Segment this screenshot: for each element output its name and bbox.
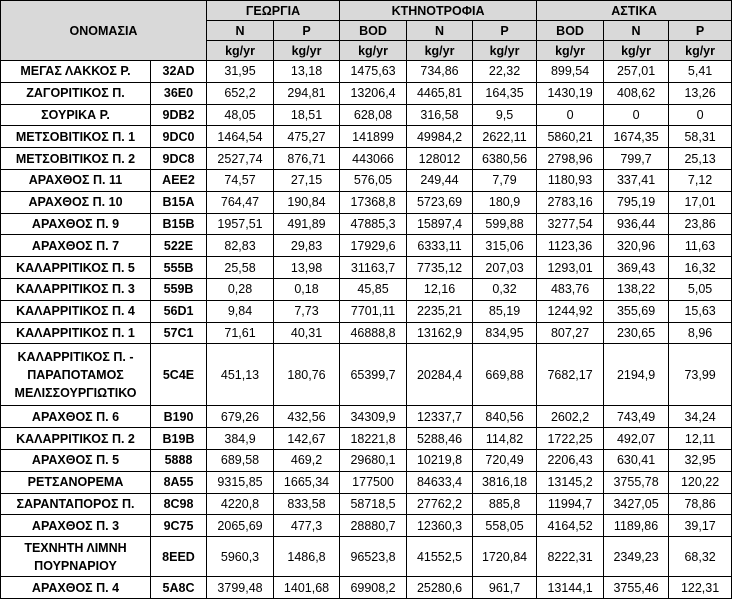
value-cell: 32,95 bbox=[669, 449, 732, 471]
value-cell: 320,96 bbox=[604, 235, 669, 257]
value-cell: 207,03 bbox=[473, 257, 537, 279]
value-cell: 885,8 bbox=[473, 493, 537, 515]
value-cell: 25,58 bbox=[207, 257, 274, 279]
value-cell: 1957,51 bbox=[207, 213, 274, 235]
value-cell: 628,08 bbox=[340, 104, 407, 126]
value-cell: 128012 bbox=[407, 148, 473, 170]
table-header bbox=[1, 1, 732, 61]
value-cell: 45,85 bbox=[340, 278, 407, 300]
value-cell: 630,41 bbox=[604, 449, 669, 471]
table-body bbox=[1, 61, 732, 599]
param-header: BOD bbox=[340, 21, 407, 41]
value-cell: 9,84 bbox=[207, 300, 274, 322]
param-header: BOD bbox=[537, 21, 604, 41]
value-cell: 9315,85 bbox=[207, 471, 274, 493]
value-cell: 15,63 bbox=[669, 300, 732, 322]
value-cell: 11994,7 bbox=[537, 493, 604, 515]
row-code: 5C4E bbox=[151, 344, 207, 406]
value-cell: 0,18 bbox=[274, 278, 340, 300]
table-row bbox=[1, 515, 732, 537]
value-cell: 1464,54 bbox=[207, 126, 274, 148]
row-name: ΑΡΑΧΘΟΣ Π. 5 bbox=[1, 449, 151, 471]
row-code: 8EED bbox=[151, 537, 207, 577]
value-cell: 599,88 bbox=[473, 213, 537, 235]
value-cell: 11,63 bbox=[669, 235, 732, 257]
value-cell: 69908,2 bbox=[340, 577, 407, 599]
value-cell: 5960,3 bbox=[207, 537, 274, 577]
row-code: 56D1 bbox=[151, 300, 207, 322]
value-cell: 71,61 bbox=[207, 322, 274, 344]
value-cell: 679,26 bbox=[207, 406, 274, 428]
value-cell: 3277,54 bbox=[537, 213, 604, 235]
table-row bbox=[1, 471, 732, 493]
value-cell: 23,86 bbox=[669, 213, 732, 235]
value-cell: 230,65 bbox=[604, 322, 669, 344]
value-cell: 936,44 bbox=[604, 213, 669, 235]
value-cell: 25280,6 bbox=[407, 577, 473, 599]
table-row bbox=[1, 577, 732, 599]
value-cell: 5,41 bbox=[669, 61, 732, 83]
table-row bbox=[1, 406, 732, 428]
value-cell: 7682,17 bbox=[537, 344, 604, 406]
value-cell: 840,56 bbox=[473, 406, 537, 428]
value-cell: 3755,46 bbox=[604, 577, 669, 599]
row-code: 9DC8 bbox=[151, 148, 207, 170]
value-cell: 807,27 bbox=[537, 322, 604, 344]
unit-header: kg/yr bbox=[207, 41, 274, 61]
value-cell: 122,31 bbox=[669, 577, 732, 599]
value-cell: 29680,1 bbox=[340, 449, 407, 471]
value-cell: 142,67 bbox=[274, 428, 340, 450]
row-code: 32AD bbox=[151, 61, 207, 83]
value-cell: 408,62 bbox=[604, 82, 669, 104]
value-cell: 8,96 bbox=[669, 322, 732, 344]
value-cell: 4465,81 bbox=[407, 82, 473, 104]
value-cell: 73,99 bbox=[669, 344, 732, 406]
value-cell: 0,28 bbox=[207, 278, 274, 300]
row-name: ΜΕΤΣΟΒΙΤΙΚΟΣ Π. 1 bbox=[1, 126, 151, 148]
value-cell: 369,43 bbox=[604, 257, 669, 279]
value-cell: 3799,48 bbox=[207, 577, 274, 599]
table-row bbox=[1, 235, 732, 257]
row-code: 8C98 bbox=[151, 493, 207, 515]
value-cell: 1486,8 bbox=[274, 537, 340, 577]
value-cell: 4164,52 bbox=[537, 515, 604, 537]
value-cell: 5288,46 bbox=[407, 428, 473, 450]
value-cell: 7,12 bbox=[669, 169, 732, 191]
value-cell: 899,54 bbox=[537, 61, 604, 83]
row-name: ΚΑΛΑΡΡΙΤΙΚΟΣ Π. 4 bbox=[1, 300, 151, 322]
value-cell: 16,32 bbox=[669, 257, 732, 279]
table-row bbox=[1, 428, 732, 450]
value-cell: 31,95 bbox=[207, 61, 274, 83]
table-row bbox=[1, 537, 732, 577]
value-cell: 12337,7 bbox=[407, 406, 473, 428]
value-cell: 25,13 bbox=[669, 148, 732, 170]
param-header: N bbox=[604, 21, 669, 41]
value-cell: 65399,7 bbox=[340, 344, 407, 406]
value-cell: 13144,1 bbox=[537, 577, 604, 599]
value-cell: 257,01 bbox=[604, 61, 669, 83]
value-cell: 82,83 bbox=[207, 235, 274, 257]
value-cell: 17,01 bbox=[669, 191, 732, 213]
row-name: ΚΑΛΑΡΡΙΤΙΚΟΣ Π. - ΠΑΡΑΠΟΤΑΜΟΣ ΜΕΛΙΣΣΟΥΡΓΙΩΤΙΚΟ bbox=[1, 344, 151, 406]
param-header: N bbox=[407, 21, 473, 41]
value-cell: 46888,8 bbox=[340, 322, 407, 344]
value-cell: 876,71 bbox=[274, 148, 340, 170]
value-cell: 483,76 bbox=[537, 278, 604, 300]
value-cell: 41552,5 bbox=[407, 537, 473, 577]
value-cell: 1430,19 bbox=[537, 82, 604, 104]
value-cell: 1180,93 bbox=[537, 169, 604, 191]
value-cell: 6333,11 bbox=[407, 235, 473, 257]
value-cell: 39,17 bbox=[669, 515, 732, 537]
value-cell: 7701,11 bbox=[340, 300, 407, 322]
value-cell: 96523,8 bbox=[340, 537, 407, 577]
value-cell: 22,32 bbox=[473, 61, 537, 83]
value-cell: 13,26 bbox=[669, 82, 732, 104]
value-cell: 15897,4 bbox=[407, 213, 473, 235]
unit-header: kg/yr bbox=[604, 41, 669, 61]
value-cell: 795,19 bbox=[604, 191, 669, 213]
value-cell: 451,13 bbox=[207, 344, 274, 406]
value-cell: 764,47 bbox=[207, 191, 274, 213]
value-cell: 0,32 bbox=[473, 278, 537, 300]
value-cell: 316,58 bbox=[407, 104, 473, 126]
row-code: 9DC0 bbox=[151, 126, 207, 148]
table-row bbox=[1, 257, 732, 279]
value-cell: 74,57 bbox=[207, 169, 274, 191]
value-cell: 27,15 bbox=[274, 169, 340, 191]
value-cell: 0 bbox=[604, 104, 669, 126]
table-row bbox=[1, 82, 732, 104]
value-cell: 491,89 bbox=[274, 213, 340, 235]
value-cell: 1293,01 bbox=[537, 257, 604, 279]
row-name: ΑΡΑΧΘΟΣ Π. 10 bbox=[1, 191, 151, 213]
value-cell: 47885,3 bbox=[340, 213, 407, 235]
value-cell: 0 bbox=[537, 104, 604, 126]
value-cell: 17929,6 bbox=[340, 235, 407, 257]
row-name: ΑΡΑΧΘΟΣ Π. 3 bbox=[1, 515, 151, 537]
unit-header: kg/yr bbox=[407, 41, 473, 61]
table-row bbox=[1, 61, 732, 83]
row-code: B19B bbox=[151, 428, 207, 450]
value-cell: 3816,18 bbox=[473, 471, 537, 493]
value-cell: 4220,8 bbox=[207, 493, 274, 515]
value-cell: 18,51 bbox=[274, 104, 340, 126]
unit-header: kg/yr bbox=[537, 41, 604, 61]
row-name: ΡΕΤΣΑΝΟΡΕΜΑ bbox=[1, 471, 151, 493]
value-cell: 18221,8 bbox=[340, 428, 407, 450]
param-header: P bbox=[669, 21, 732, 41]
value-cell: 2194,9 bbox=[604, 344, 669, 406]
row-name: ΖΑΓΟΡΙΤΙΚΟΣ Π. bbox=[1, 82, 151, 104]
value-cell: 138,22 bbox=[604, 278, 669, 300]
table-row bbox=[1, 322, 732, 344]
value-cell: 1401,68 bbox=[274, 577, 340, 599]
value-cell: 2783,16 bbox=[537, 191, 604, 213]
value-cell: 8222,31 bbox=[537, 537, 604, 577]
value-cell: 20284,4 bbox=[407, 344, 473, 406]
table-row bbox=[1, 278, 732, 300]
row-name: ΚΑΛΑΡΡΙΤΙΚΟΣ Π. 1 bbox=[1, 322, 151, 344]
value-cell: 2798,96 bbox=[537, 148, 604, 170]
value-cell: 84633,4 bbox=[407, 471, 473, 493]
value-cell: 1123,36 bbox=[537, 235, 604, 257]
table-row bbox=[1, 344, 732, 406]
param-header: N bbox=[207, 21, 274, 41]
value-cell: 652,2 bbox=[207, 82, 274, 104]
value-cell: 384,9 bbox=[207, 428, 274, 450]
value-cell: 669,88 bbox=[473, 344, 537, 406]
row-code: B190 bbox=[151, 406, 207, 428]
row-code: 9DB2 bbox=[151, 104, 207, 126]
value-cell: 13,98 bbox=[274, 257, 340, 279]
row-name: ΚΑΛΑΡΡΙΤΙΚΟΣ Π. 5 bbox=[1, 257, 151, 279]
row-code: 522E bbox=[151, 235, 207, 257]
row-name: ΑΡΑΧΘΟΣ Π. 4 bbox=[1, 577, 151, 599]
value-cell: 34309,9 bbox=[340, 406, 407, 428]
value-cell: 315,06 bbox=[473, 235, 537, 257]
table-row bbox=[1, 148, 732, 170]
table-row bbox=[1, 191, 732, 213]
value-cell: 7735,12 bbox=[407, 257, 473, 279]
value-cell: 180,9 bbox=[473, 191, 537, 213]
row-name: ΜΕΓΑΣ ΛΑΚΚΟΣ Ρ. bbox=[1, 61, 151, 83]
value-cell: 29,83 bbox=[274, 235, 340, 257]
value-cell: 799,7 bbox=[604, 148, 669, 170]
value-cell: 1674,35 bbox=[604, 126, 669, 148]
value-cell: 177500 bbox=[340, 471, 407, 493]
value-cell: 5860,21 bbox=[537, 126, 604, 148]
row-code: 36E0 bbox=[151, 82, 207, 104]
row-name: ΤΕΧΝΗΤΗ ΛΙΜΝΗ ΠΟΥΡΝΑΡΙΟΥ bbox=[1, 537, 151, 577]
value-cell: 48,05 bbox=[207, 104, 274, 126]
name-column-header: ΟΝΟΜΑΣΙΑ bbox=[1, 1, 207, 61]
value-cell: 492,07 bbox=[604, 428, 669, 450]
value-cell: 475,27 bbox=[274, 126, 340, 148]
row-name: ΑΡΑΧΘΟΣ Π. 6 bbox=[1, 406, 151, 428]
value-cell: 720,49 bbox=[473, 449, 537, 471]
group-header-livestock: ΚΤΗΝΟΤΡΟΦΙΑ bbox=[340, 1, 537, 21]
value-cell: 13,18 bbox=[274, 61, 340, 83]
row-code: 5A8C bbox=[151, 577, 207, 599]
value-cell: 164,35 bbox=[473, 82, 537, 104]
value-cell: 180,76 bbox=[274, 344, 340, 406]
value-cell: 2602,2 bbox=[537, 406, 604, 428]
value-cell: 558,05 bbox=[473, 515, 537, 537]
value-cell: 114,82 bbox=[473, 428, 537, 450]
row-name: ΣΟΥΡΙΚΑ Ρ. bbox=[1, 104, 151, 126]
row-code: 57C1 bbox=[151, 322, 207, 344]
row-code: B15A bbox=[151, 191, 207, 213]
value-cell: 1665,34 bbox=[274, 471, 340, 493]
value-cell: 10219,8 bbox=[407, 449, 473, 471]
value-cell: 5,05 bbox=[669, 278, 732, 300]
row-code: 9C75 bbox=[151, 515, 207, 537]
value-cell: 249,44 bbox=[407, 169, 473, 191]
value-cell: 12,11 bbox=[669, 428, 732, 450]
value-cell: 834,95 bbox=[473, 322, 537, 344]
value-cell: 7,73 bbox=[274, 300, 340, 322]
value-cell: 9,5 bbox=[473, 104, 537, 126]
param-header: P bbox=[274, 21, 340, 41]
value-cell: 469,2 bbox=[274, 449, 340, 471]
value-cell: 337,41 bbox=[604, 169, 669, 191]
row-name: ΚΑΛΑΡΡΙΤΙΚΟΣ Π. 2 bbox=[1, 428, 151, 450]
value-cell: 58,31 bbox=[669, 126, 732, 148]
row-name: ΚΑΛΑΡΡΙΤΙΚΟΣ Π. 3 bbox=[1, 278, 151, 300]
value-cell: 190,84 bbox=[274, 191, 340, 213]
value-cell: 6380,56 bbox=[473, 148, 537, 170]
value-cell: 17368,8 bbox=[340, 191, 407, 213]
table-row bbox=[1, 126, 732, 148]
value-cell: 355,69 bbox=[604, 300, 669, 322]
value-cell: 120,22 bbox=[669, 471, 732, 493]
table-row bbox=[1, 169, 732, 191]
value-cell: 12,16 bbox=[407, 278, 473, 300]
value-cell: 12360,3 bbox=[407, 515, 473, 537]
value-cell: 2065,69 bbox=[207, 515, 274, 537]
row-code: AEE2 bbox=[151, 169, 207, 191]
value-cell: 734,86 bbox=[407, 61, 473, 83]
row-code: B15B bbox=[151, 213, 207, 235]
value-cell: 7,79 bbox=[473, 169, 537, 191]
value-cell: 31163,7 bbox=[340, 257, 407, 279]
value-cell: 78,86 bbox=[669, 493, 732, 515]
value-cell: 961,7 bbox=[473, 577, 537, 599]
table-row bbox=[1, 493, 732, 515]
row-name: ΜΕΤΣΟΒΙΤΙΚΟΣ Π. 2 bbox=[1, 148, 151, 170]
unit-header: kg/yr bbox=[473, 41, 537, 61]
value-cell: 294,81 bbox=[274, 82, 340, 104]
value-cell: 3755,78 bbox=[604, 471, 669, 493]
value-cell: 1722,25 bbox=[537, 428, 604, 450]
value-cell: 13145,2 bbox=[537, 471, 604, 493]
group-header-urban: ΑΣΤΙΚΑ bbox=[537, 1, 732, 21]
row-code: 5888 bbox=[151, 449, 207, 471]
value-cell: 2527,74 bbox=[207, 148, 274, 170]
value-cell: 40,31 bbox=[274, 322, 340, 344]
row-name: ΑΡΑΧΘΟΣ Π. 11 bbox=[1, 169, 151, 191]
param-header: P bbox=[473, 21, 537, 41]
value-cell: 68,32 bbox=[669, 537, 732, 577]
value-cell: 2622,11 bbox=[473, 126, 537, 148]
value-cell: 58718,5 bbox=[340, 493, 407, 515]
unit-header: kg/yr bbox=[274, 41, 340, 61]
row-code: 555B bbox=[151, 257, 207, 279]
value-cell: 477,3 bbox=[274, 515, 340, 537]
value-cell: 432,56 bbox=[274, 406, 340, 428]
table-row bbox=[1, 449, 732, 471]
value-cell: 1475,63 bbox=[340, 61, 407, 83]
value-cell: 1720,84 bbox=[473, 537, 537, 577]
value-cell: 49984,2 bbox=[407, 126, 473, 148]
row-name: ΣΑΡΑΝΤΑΠΟΡΟΣ Π. bbox=[1, 493, 151, 515]
group-header-agriculture: ΓΕΩΡΓΙΑ bbox=[207, 1, 340, 21]
value-cell: 576,05 bbox=[340, 169, 407, 191]
unit-header: kg/yr bbox=[340, 41, 407, 61]
value-cell: 2235,21 bbox=[407, 300, 473, 322]
table-row bbox=[1, 213, 732, 235]
value-cell: 1189,86 bbox=[604, 515, 669, 537]
value-cell: 34,24 bbox=[669, 406, 732, 428]
row-name: ΑΡΑΧΘΟΣ Π. 9 bbox=[1, 213, 151, 235]
table-row bbox=[1, 300, 732, 322]
value-cell: 689,58 bbox=[207, 449, 274, 471]
row-code: 559B bbox=[151, 278, 207, 300]
value-cell: 85,19 bbox=[473, 300, 537, 322]
value-cell: 3427,05 bbox=[604, 493, 669, 515]
value-cell: 1244,92 bbox=[537, 300, 604, 322]
value-cell: 833,58 bbox=[274, 493, 340, 515]
value-cell: 28880,7 bbox=[340, 515, 407, 537]
value-cell: 27762,2 bbox=[407, 493, 473, 515]
unit-header: kg/yr bbox=[669, 41, 732, 61]
value-cell: 0 bbox=[669, 104, 732, 126]
row-code: 8A55 bbox=[151, 471, 207, 493]
value-cell: 5723,69 bbox=[407, 191, 473, 213]
value-cell: 141899 bbox=[340, 126, 407, 148]
row-name: ΑΡΑΧΘΟΣ Π. 7 bbox=[1, 235, 151, 257]
value-cell: 13206,4 bbox=[340, 82, 407, 104]
value-cell: 443066 bbox=[340, 148, 407, 170]
table-row bbox=[1, 104, 732, 126]
value-cell: 743,49 bbox=[604, 406, 669, 428]
value-cell: 2206,43 bbox=[537, 449, 604, 471]
value-cell: 2349,23 bbox=[604, 537, 669, 577]
value-cell: 13162,9 bbox=[407, 322, 473, 344]
